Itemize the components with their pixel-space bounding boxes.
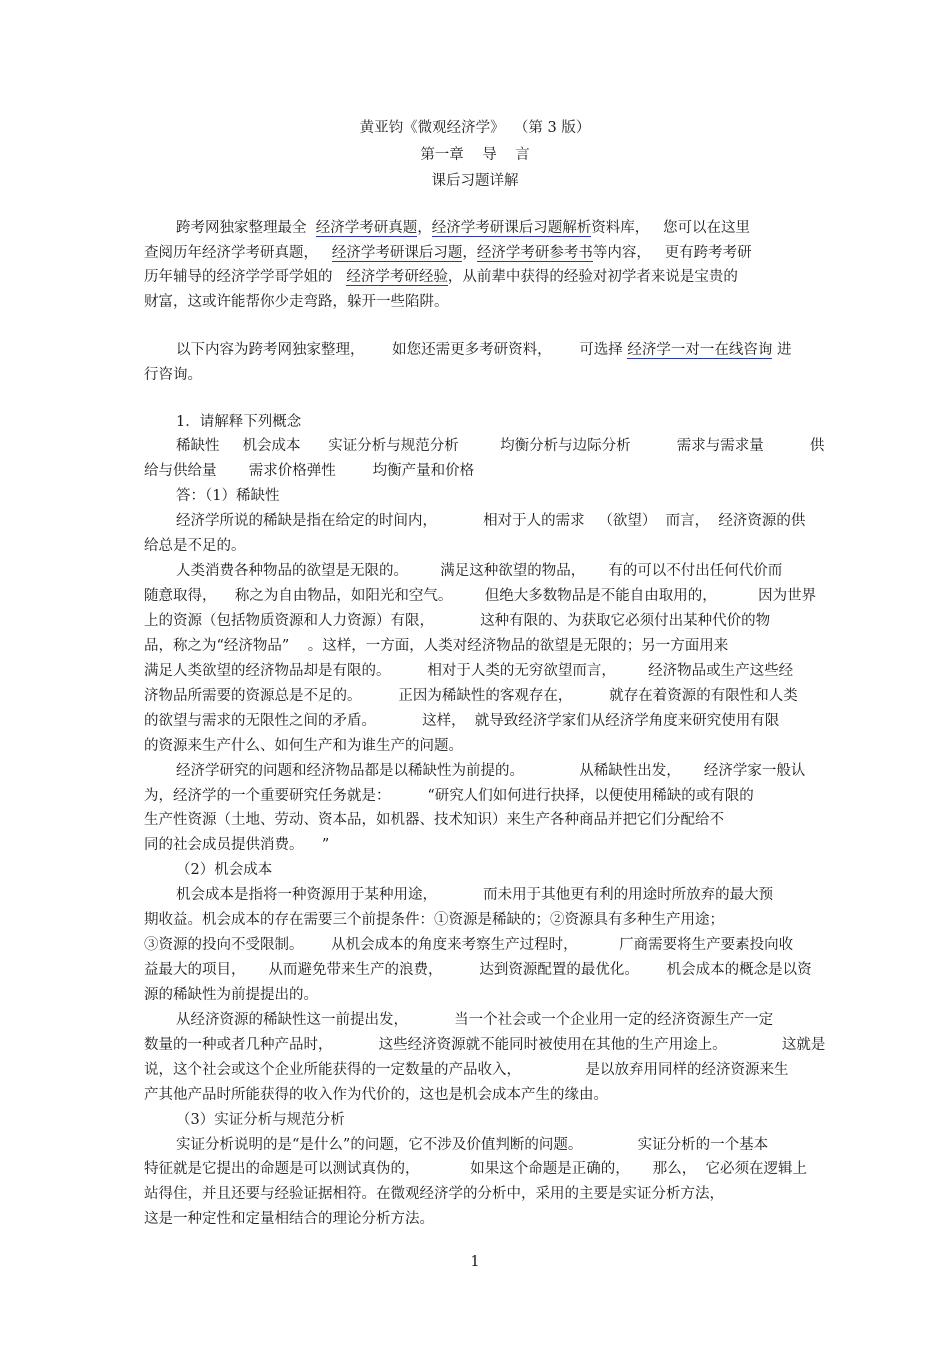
chapter-heading: 第一章 导 言 xyxy=(420,147,530,163)
intro-line xyxy=(176,218,750,238)
link-kaoyan-cankaoshu[interactable]: 经济学考研参考书 xyxy=(476,245,593,261)
link-kaoyan-kehou[interactable]: 经济学考研课后习题 xyxy=(331,245,463,261)
doc-subtitle: 课后习题详解 xyxy=(431,173,519,189)
body-line: 的欲望与需求的无限性之间的矛盾。 这样， 就导致经济学家们从经济学角度来研究使用有限 xyxy=(144,713,780,729)
body-line: 济物品所需要的资源总是不足的。 正因为稀缺性的客观存在， 就存在着资源的有限性和人类 xyxy=(144,688,798,704)
body-line: 产其他产品时所能获得的收入作为代价的，这也是机会成本产生的缘由。 xyxy=(144,1087,608,1103)
intro-text: 跨考网独家整理最全 xyxy=(176,220,307,236)
body-line: 品，称之为“经济物品” 。这样，一方面，人类对经济物品的欲望是无限的；另一方面用来 xyxy=(144,638,729,654)
body-line: 特征就是它提出的命题是可以测试真伪的， 如果这个命题是正确的， 那么， 它必须在逻辑上 xyxy=(144,1161,807,1177)
body-line: 源的稀缺性为前提提出的。 xyxy=(144,987,318,1003)
body-line: 经济学所说的稀缺是指在给定的时间内， 相对于人的需求 （欲望） 而言， 经济资源的供 xyxy=(176,513,806,529)
question-heading: 1．请解释下列概念 xyxy=(176,414,302,430)
link-kaoyan-jingyan[interactable]: 经济学考研经验 xyxy=(346,269,448,285)
intro-line xyxy=(144,243,752,263)
body-line: 稀缺性 机会成本 实证分析与规范分析 均衡分析与边际分析 需求与需求量 供 xyxy=(176,438,825,454)
notice-line: 行咨询。 xyxy=(144,367,202,383)
body-line: 给总是不足的。 xyxy=(144,538,246,554)
body-line: 为，经济学的一个重要研究任务就是： “研究人们如何进行抉择，以便使用稀缺的或有限的 xyxy=(144,788,754,804)
link-kehou-jiexi[interactable]: 经济学考研课后习题解析 xyxy=(431,220,592,236)
body-line: ③资源的投向不受限制。 从机会成本的角度来考察生产过程时， 厂商需要将生产要素投向收 xyxy=(144,937,794,953)
link-online-consult[interactable]: 经济学一对一在线咨询 xyxy=(627,342,773,358)
body-line: 期收益。机会成本的存在需要三个前提条件：①资源是稀缺的；②资源具有多种生产用途； xyxy=(144,912,724,928)
body-line: 经济学研究的问题和经济物品都是以稀缺性为前提的。 从稀缺性出发， 经济学家一般认 xyxy=(176,763,806,779)
body-line: 给与供给量 需求价格弹性 均衡产量和价格 xyxy=(144,463,475,479)
intro-text: 查阅历年经济学考研真题， xyxy=(144,245,318,261)
body-line: 随意取得， 称之为自由物品，如阳光和空气。 但绝大多数物品是不能自由取用的， 因为世界 xyxy=(144,588,817,604)
doc-title: 黄亚钧《微观经济学》 （第 3 版） xyxy=(359,120,591,136)
body-line: 这是一种定性和定量相结合的理论分析方法。 xyxy=(144,1211,434,1227)
body-line: 从经济资源的稀缺性这一前提出发， 当一个社会或一个企业用一定的经济资源生产一定 xyxy=(176,1012,774,1028)
body-line: 人类消费各种物品的欲望是无限的。 满足这种欲望的物品， 有的可以不付出任何代价而 xyxy=(176,563,783,579)
intro-text: ， xyxy=(417,220,432,236)
body-line: 的资源来生产什么、如何生产和为谁生产的问题。 xyxy=(144,738,463,754)
intro-text: ，从前辈中获得的经验对初学者来说是宝贵的 xyxy=(447,269,738,285)
body-line: 同的社会成员提供消费。 ” xyxy=(144,837,330,853)
link-kaoyan-zhenti[interactable]: 经济学考研真题 xyxy=(315,220,418,236)
answer-heading: 答：（1）稀缺性 xyxy=(176,488,280,504)
section-heading: （3）实证分析与规范分析 xyxy=(176,1112,345,1128)
body-line: 满足人类欲望的经济物品却是有限的。 相对于人类的无穷欲望而言， 经济物品或生产这些经 xyxy=(144,663,794,679)
notice-text: 进 xyxy=(777,342,792,358)
body-line: 上的资源（包括物质资源和人力资源）有限， 这种有限的、为获取它必须付出某种代价的物 xyxy=(144,613,771,629)
body-line: 机会成本是指将一种资源用于某种用途， 而未用于其他更有利的用途时所放弃的最大预 xyxy=(176,887,774,903)
body-line: 说，这个社会或这个企业所能获得的一定数量的产品收入， 是以放弃用同样的经济资源来生 xyxy=(144,1062,789,1078)
body-line: 数量的一种或者几种产品时， 这些经济资源就不能同时被使用在其他的生产用途上。 这就是 xyxy=(144,1037,826,1053)
page-number: 1 xyxy=(470,1254,480,1270)
body-line: 生产性资源（土地、劳动、资本品，如机器、技术知识）来生产各种商品并把它们分配给不 xyxy=(144,812,724,828)
intro-line: 财富，这或许能帮你少走弯路，躲开一些陷阱。 xyxy=(144,294,449,310)
body-line: 实证分析说明的是“是什么”的问题，它不涉及价值判断的问题。 实证分析的一个基本 xyxy=(176,1137,769,1153)
intro-line xyxy=(144,267,738,287)
intro-text: 资料库， 您可以在这里 xyxy=(591,220,751,236)
body-line: 站得住，并且还要与经验证据相符。在微观经济学的分析中，采用的主要是实证分析方法， xyxy=(144,1186,724,1202)
notice-line xyxy=(176,340,792,360)
intro-text: 历年辅导的经济学学哥学姐的 xyxy=(144,269,333,285)
body-line: 益最大的项目， 从而避免带来生产的浪费， 达到资源配置的最优化。 机会成本的概念是以资 xyxy=(144,962,812,978)
section-heading: （2）机会成本 xyxy=(176,862,273,878)
notice-text: 以下内容为跨考网独家整理， 如您还需更多考研资料， 可选择 xyxy=(176,342,623,358)
intro-text: ， xyxy=(462,245,477,261)
intro-text: 等内容， 更有跨考考研 xyxy=(592,245,752,261)
